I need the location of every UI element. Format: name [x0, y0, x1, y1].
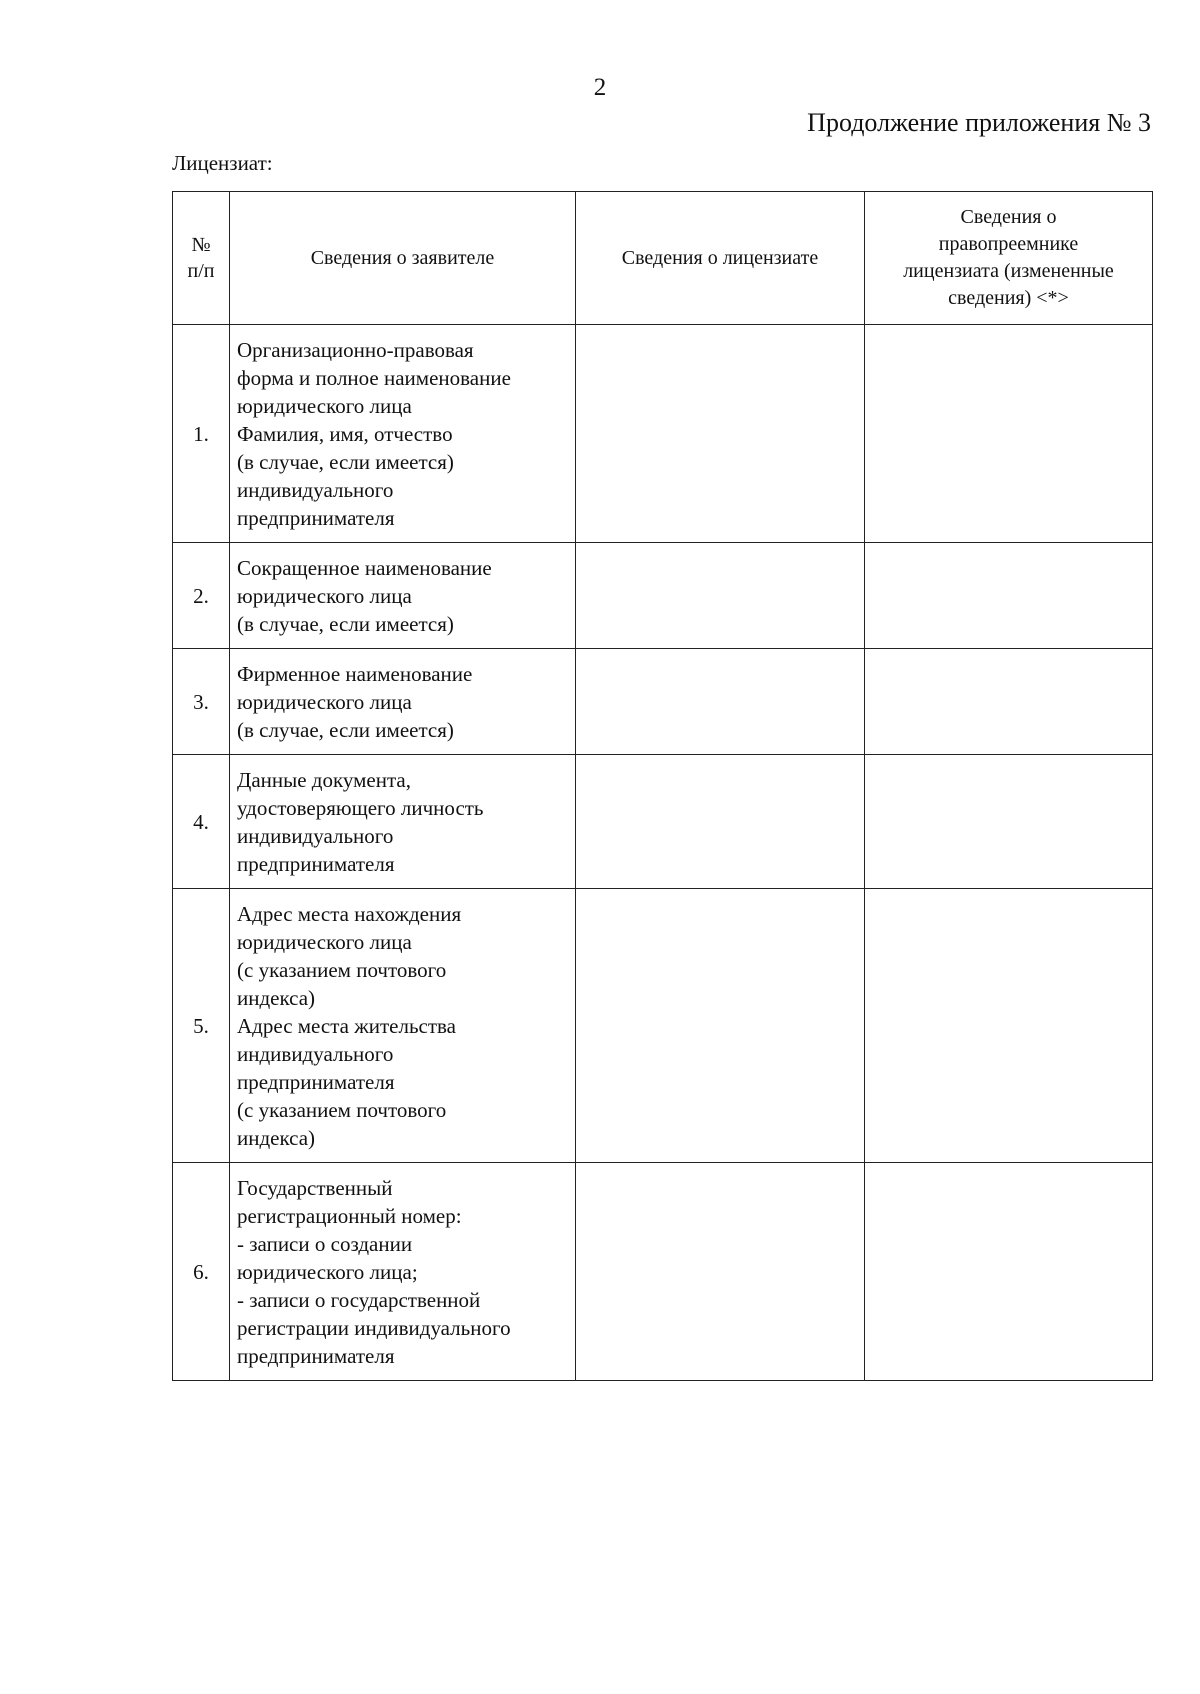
applicant-field-description	[230, 1163, 576, 1381]
table-row	[173, 755, 1153, 889]
header-number-abbr: п/п	[187, 260, 215, 282]
description-line: Организационно-правовая	[237, 338, 474, 362]
description-line: (с указанием почтового	[237, 958, 447, 982]
header-number	[173, 192, 230, 325]
row-number: 2.	[173, 543, 230, 649]
licensee-value-cell[interactable]	[576, 755, 865, 889]
description-line: предпринимателя	[237, 852, 395, 876]
header-successor-line: сведения) <*>	[948, 287, 1069, 309]
description-line: юридического лица	[237, 930, 412, 954]
header-number-symbol: №	[191, 234, 211, 256]
description-line: - записи о создании	[237, 1232, 413, 1256]
description-line: юридического лица	[237, 690, 412, 714]
description-line: (в случае, если имеется)	[237, 612, 454, 636]
table-row	[173, 1163, 1153, 1381]
table-row	[173, 889, 1153, 1163]
header-successor-line: Сведения о	[960, 206, 1057, 228]
description-line: юридического лица	[237, 584, 412, 608]
header-successor-line: лицензиата (измененные	[903, 260, 1114, 282]
row-number: 6.	[173, 1163, 230, 1381]
row-number: 1.	[173, 325, 230, 543]
successor-value-cell[interactable]	[865, 543, 1153, 649]
description-line: индекса)	[237, 986, 316, 1010]
table-row	[173, 649, 1153, 755]
header-applicant: Сведения о заявителе	[230, 192, 576, 325]
description-line: Фамилия, имя, отчество	[237, 422, 453, 446]
description-line: Адрес места нахождения	[237, 902, 462, 926]
description-line: индивидуального	[237, 824, 394, 848]
successor-value-cell[interactable]	[865, 649, 1153, 755]
successor-value-cell[interactable]	[865, 325, 1153, 543]
description-line: юридического лица;	[237, 1260, 418, 1284]
description-line: предпринимателя	[237, 1344, 395, 1368]
table-row	[173, 325, 1153, 543]
description-line: - записи о государственной	[237, 1288, 481, 1312]
page-number: 2	[593, 74, 607, 101]
description-line: Данные документа,	[237, 768, 411, 792]
description-line: регистрации индивидуального	[237, 1316, 511, 1340]
successor-value-cell[interactable]	[865, 1163, 1153, 1381]
licensee-info-table	[172, 191, 1153, 1381]
successor-value-cell[interactable]	[865, 755, 1153, 889]
description-line: регистрационный номер:	[237, 1204, 462, 1228]
appendix-continuation-note: Продолжение приложения № 3	[807, 108, 1151, 137]
licensee-value-cell[interactable]	[576, 1163, 865, 1381]
description-line: юридического лица	[237, 394, 412, 418]
table-row	[173, 543, 1153, 649]
licensee-value-cell[interactable]	[576, 543, 865, 649]
licensee-value-cell[interactable]	[576, 649, 865, 755]
header-successor	[865, 192, 1153, 325]
description-line: индивидуального	[237, 1042, 394, 1066]
description-line: предпринимателя	[237, 1070, 395, 1094]
description-line: (с указанием почтового	[237, 1098, 447, 1122]
licensee-value-cell[interactable]	[576, 889, 865, 1163]
row-number: 3.	[173, 649, 230, 755]
applicant-field-description	[230, 543, 576, 649]
applicant-field-description	[230, 755, 576, 889]
licensee-value-cell[interactable]	[576, 325, 865, 543]
description-line: предпринимателя	[237, 506, 395, 530]
description-line: (в случае, если имеется)	[237, 718, 454, 742]
applicant-field-description	[230, 325, 576, 543]
applicant-field-description	[230, 649, 576, 755]
row-number: 5.	[173, 889, 230, 1163]
description-line: индивидуального	[237, 478, 394, 502]
description-line: Сокращенное наименование	[237, 556, 492, 580]
description-line: Государственный	[237, 1176, 393, 1200]
successor-value-cell[interactable]	[865, 889, 1153, 1163]
row-number: 4.	[173, 755, 230, 889]
description-line: форма и полное наименование	[237, 366, 511, 390]
description-line: Адрес места жительства	[237, 1014, 456, 1038]
header-licensee: Сведения о лицензиате	[576, 192, 865, 325]
description-line: Фирменное наименование	[237, 662, 473, 686]
description-line: (в случае, если имеется)	[237, 450, 454, 474]
applicant-field-description	[230, 889, 576, 1163]
licensee-label: Лицензиат:	[172, 151, 273, 175]
header-successor-line: правопреемнике	[938, 233, 1079, 255]
description-line: индекса)	[237, 1126, 316, 1150]
table-header-row	[173, 192, 1153, 325]
description-line: удостоверяющего личность	[237, 796, 484, 820]
